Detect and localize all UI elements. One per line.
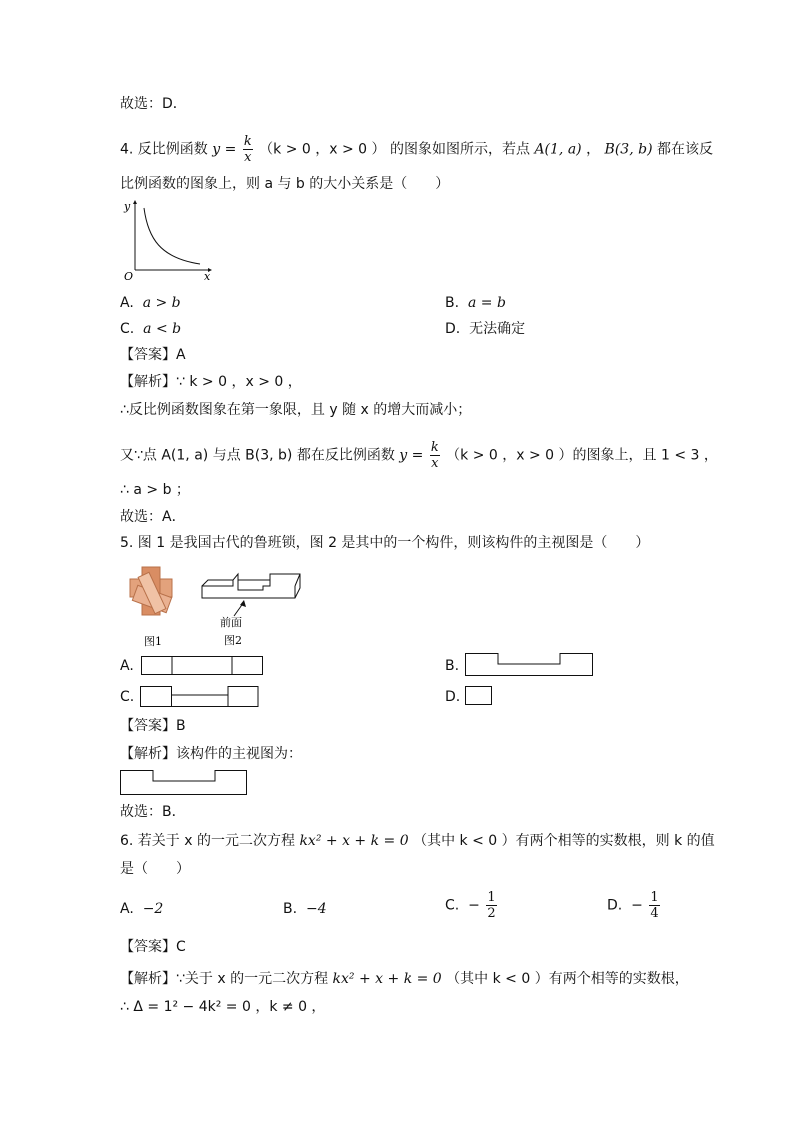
q6-analysis-equation: kx² + x + k = 0 [332,971,442,987]
q6-stem-pre: 6. 若关于 x 的一元二次方程 [120,833,295,849]
q6-option-b [283,899,327,919]
q5-option-d-label: D. [445,689,461,705]
option-label: D. [607,897,623,914]
q4-answer: 【答案】A [120,347,186,363]
q4-func-denominator: x [244,150,252,165]
q6-analysis-pre: 【解析】∵关于 x 的一元二次方程 [120,971,329,987]
q4-comma: ， [586,141,601,158]
origin-label: O [124,270,134,283]
q4-analysis-line4: ∴ a > b ； [120,482,190,498]
q5-option-a-label: A. [120,658,134,674]
x-axis-label: x [204,270,211,283]
q4-analysis3-post: （k > 0 ，x > 0 ）的图象上，且 1 < 3 ， [446,447,718,464]
q4-conclusion: 故选：A． [120,509,186,525]
q6-analysis-line1 [120,969,689,989]
fraction-numerator: 1 [650,890,659,905]
q4-func-y: y = [212,141,237,158]
option-label: C. [445,897,460,914]
q4-inverse-function-graph [120,198,215,282]
component-outline [202,574,300,598]
q4-analysis-fraction [430,440,440,471]
q4-option-d [445,319,525,339]
q4-analysis-denominator: x [431,456,439,471]
q4-condition: （k > 0 ，x > 0 ） [259,141,386,158]
option-label: A. [120,295,134,311]
option-text: a < b [143,321,182,337]
q4-option-b [445,293,506,313]
q5-analysis-view [120,770,248,796]
option-sign: − [631,897,643,914]
q6-option-c [445,890,499,921]
option-text: −4 [305,901,327,917]
q5-analysis: 【解析】该构件的主视图为： [120,746,302,762]
fraction-denominator: 2 [487,906,496,921]
fig2-caption: 图2 [224,634,242,647]
q6-option-d [607,890,662,921]
q4-stem-line2: 比例函数的图象上，则 a 与 b 的大小关系是（ ） [120,176,450,192]
option-fraction [486,890,496,921]
q6-equation: kx² + x + k = 0 [299,833,409,849]
option-label: D. [445,321,461,337]
q5-figure-1-lock [122,563,182,653]
option-label: A. [120,901,134,917]
option-text: 无法确定 [469,321,526,337]
q4-analysis-line1: 【解析】∵ k > 0 ，x > 0 ， [120,374,302,390]
component-top-edge [202,580,233,586]
option-sign: − [468,897,480,914]
q5-option-b-view [465,653,594,677]
q4-stem-end: 都在该反 [656,141,713,158]
q4-stem-line1 [120,134,713,165]
q6-stem-line1 [120,831,715,851]
q5-answer: 【答案】B [120,718,186,734]
fraction-denominator: 4 [650,906,659,921]
q5-option-a-view [141,656,264,676]
hyperbola-curve [144,208,200,264]
q4-analysis-line2: ∴反比例函数图象在第一象限，且 y 随 x 的增大而减小； [120,402,472,418]
q4-stem-prefix: 4. 反比例函数 [120,141,208,158]
q4-point-a: A(1, a) [534,141,582,158]
fig1-caption: 图1 [144,635,162,648]
q6-answer: 【答案】C [120,939,186,955]
q6-stem-post: （其中 k < 0 ）有两个相等的实数根，则 k 的值 [413,833,715,849]
previous-conclusion: 故选：D． [120,96,187,112]
q5-option-d-view [465,686,493,706]
q4-analysis3-pre: 又∵点 A(1, a) 与点 B(3, b) 都在反比例函数 [120,447,395,464]
q4-point-b: B(3, b) [604,141,653,158]
q6-analysis-post: （其中 k < 0 ）有两个相等的实数根， [446,971,689,987]
option-label: B. [445,295,460,311]
q4-option-c [120,319,181,339]
y-axis-label: y [124,200,131,213]
q6-option-a [120,899,163,919]
fraction-numerator: 1 [487,890,496,905]
option-label: B. [283,901,298,917]
q4-stem-mid: 的图象如图所示，若点 [389,141,530,158]
q6-stem-line2: 是（ ） [120,861,190,877]
q4-analysis-func-y: y = [399,447,424,464]
option-text: a > b [142,295,181,311]
y-axis-arrow-icon [133,200,137,204]
q5-conclusion: 故选：B． [120,804,186,820]
option-text: a = b [467,295,506,311]
q5-stem: 5. 图 1 是我国古代的鲁班锁，图 2 是其中的一个构件，则该构件的主视图是（ ） [120,535,650,551]
q4-func-numerator: k [243,134,252,149]
q4-function-fraction [243,134,253,165]
q4-option-a [120,293,181,313]
option-label: C. [120,321,135,337]
q5-figure-2-component [200,570,305,650]
q4-analysis-line3 [120,440,718,471]
q6-analysis-line2: ∴ Δ = 1² − 4k² = 0 ，k ≠ 0 ， [120,999,326,1015]
option-text: −2 [142,901,164,917]
q5-option-c-label: C. [120,689,135,705]
front-label: 前面 [220,616,242,629]
q5-option-c-view [140,686,260,708]
q4-analysis-numerator: k [430,440,439,455]
option-fraction [649,890,659,921]
q5-option-b-label: B. [445,658,460,674]
